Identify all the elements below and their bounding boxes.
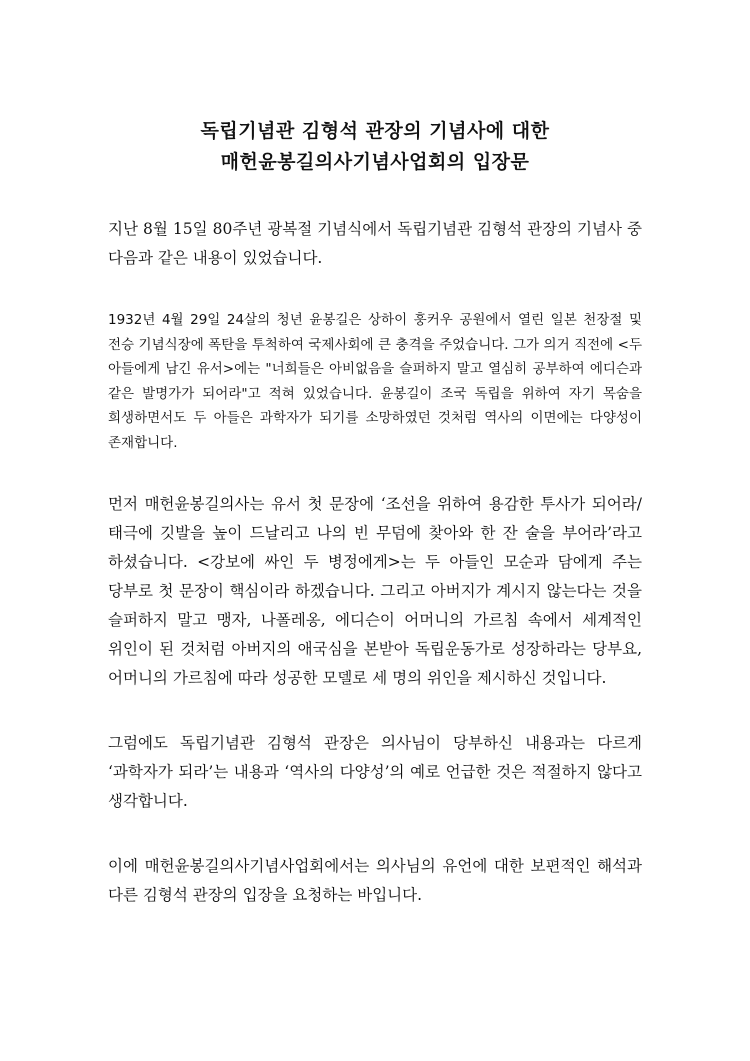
paragraph-request: 이에 매헌윤봉길의사기념사업회에서는 의사님의 유언에 대한 보편적인 해석과 다른 김형석 관장의 입장을 요청하는 바입니다. <box>108 857 642 904</box>
document-title <box>108 116 642 178</box>
paragraph-intro: 지난 8월 15일 80주년 광복절 기념식에서 독립기념관 김형석 관장의 기념사 중 다음과 같은 내용이 있었습니다. <box>108 220 642 267</box>
paragraph-quoted-speech: 1932년 4월 29일 24살의 청년 윤봉길은 상하이 훙커우 공원에서 열린 일본 천장절 및 전승 기념식장에 폭탄을 투척하여 국제사회에 큰 충격을 주었습니다. 그가 의거 직전에 <두 아들에게 남긴 유서>에는 "너희들은 아비없음을 슬퍼하지 말고 열심히 공부하여 에디슨과 같은 발명가가 되어라"고 적혀 있었습니다. 윤봉길이 조국 독립을 위하여 자기 목숨을 희생하면서도 두 아들은 과학자가 되기를 소망하였던 것처럼 역사의 이면에는 다양성이 존재합니다. <box>108 312 642 451</box>
title-line-1: 독립기념관 김형석 관장의 기념사에 대한 <box>200 120 550 142</box>
paragraph-objection: 그럼에도 독립기념관 김형석 관장은 의사님이 당부하신 내용과는 다르게 ‘과학자가 되라’는 내용과 ‘역사의 다양성’의 예로 언급한 것은 적절하지 않다고 생각합니다. <box>108 734 642 810</box>
title-line-2: 매헌윤봉길의사기념사업회의 입장문 <box>220 151 530 173</box>
paragraph-will-explanation: 먼저 매헌윤봉길의사는 유서 첫 문장에 ‘조선을 위하여 용감한 투사가 되어라/태극에 깃발을 높이 드날리고 나의 빈 무덤에 찾아와 한 잔 술을 부어라’라고 하셨습니다. <강보에 싸인 두 병정에게>는 두 아들인 모순과 담에게 주는 당부로 첫 문장이 핵심이라 하겠습니다. 그리고 아버지가 계시지 않는다는 것을 슬퍼하지 말고 맹자, 나폴레옹, 에디슨이 어머니의 가르침 속에서 세계적인 위인이 된 것처럼 아버지의 애국심을 본받아 독립운동가로 성장하라는 당부요, 어머니의 가르침에 따라 성공한 모델로 세 명의 위인을 제시하신 것입니다. <box>108 495 642 687</box>
